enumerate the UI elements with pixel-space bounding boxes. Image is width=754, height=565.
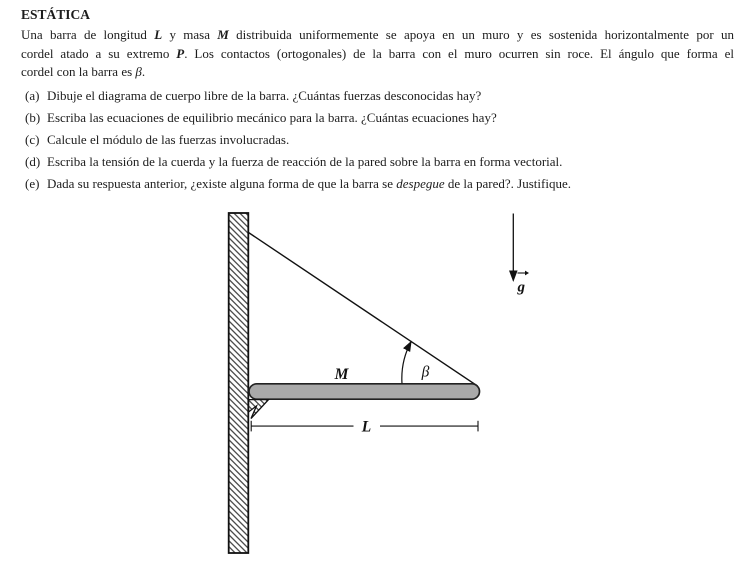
wall-bracket xyxy=(249,400,269,419)
mass-label: M xyxy=(334,366,349,383)
cord xyxy=(249,233,478,387)
text-segment: cordel atado a su extremo xyxy=(21,45,177,61)
item-label: (b) xyxy=(25,109,41,125)
page-title: ESTÁTICA xyxy=(21,7,91,22)
math-symbol: despegue xyxy=(396,175,445,191)
item-label: (d) xyxy=(25,153,41,169)
math-symbol: M xyxy=(217,27,229,42)
item-label: (c) xyxy=(25,131,40,147)
angle-arc-arrow xyxy=(402,342,411,384)
text-segment: . Los contactos (ortogonales) de la barra con el muro ocurren sin roce. El ángulo que forma el xyxy=(184,45,734,61)
vector-arrow-icon xyxy=(518,271,530,276)
text-segment: Escriba las ecuaciones de equilibrio mecánico para la barra. ¿Cuántas ecuaciones hay? xyxy=(47,109,497,125)
math-symbol: P xyxy=(176,45,185,61)
item-label: (a) xyxy=(25,87,40,103)
gravity-label: g xyxy=(517,279,525,296)
text-segment: . xyxy=(141,64,146,80)
text-segment: distribuida uniformemente se apoya en un muro y es sostenida horizontalmente por un xyxy=(228,27,734,42)
text-segment: cordel con la barra es xyxy=(21,64,136,80)
bar xyxy=(249,384,480,399)
text-segment: Calcule el módulo de las fuerzas involucradas. xyxy=(47,131,290,147)
wall xyxy=(229,213,249,553)
text-segment: Escriba la tensión de la cuerda y la fuerza de reacción de la pared sobre la barra en forma vectorial. xyxy=(47,153,563,169)
text-segment: y masa xyxy=(162,27,218,42)
math-symbol: L xyxy=(154,27,163,42)
item-label: (e) xyxy=(25,175,40,191)
text-segment: de la pared?. Justifique. xyxy=(444,175,571,191)
math-symbol: β xyxy=(135,64,142,80)
text-segment: Dada su respuesta anterior, ¿existe alguna forma de que la barra se xyxy=(47,175,397,191)
length-label: L xyxy=(361,418,372,436)
angle-label: β xyxy=(421,363,430,381)
text-segment: Una barra de longitud xyxy=(21,27,155,42)
text-segment: Dibuje el diagrama de cuerpo libre de la barra. ¿Cuántas fuerzas desconocidas hay? xyxy=(47,87,482,103)
